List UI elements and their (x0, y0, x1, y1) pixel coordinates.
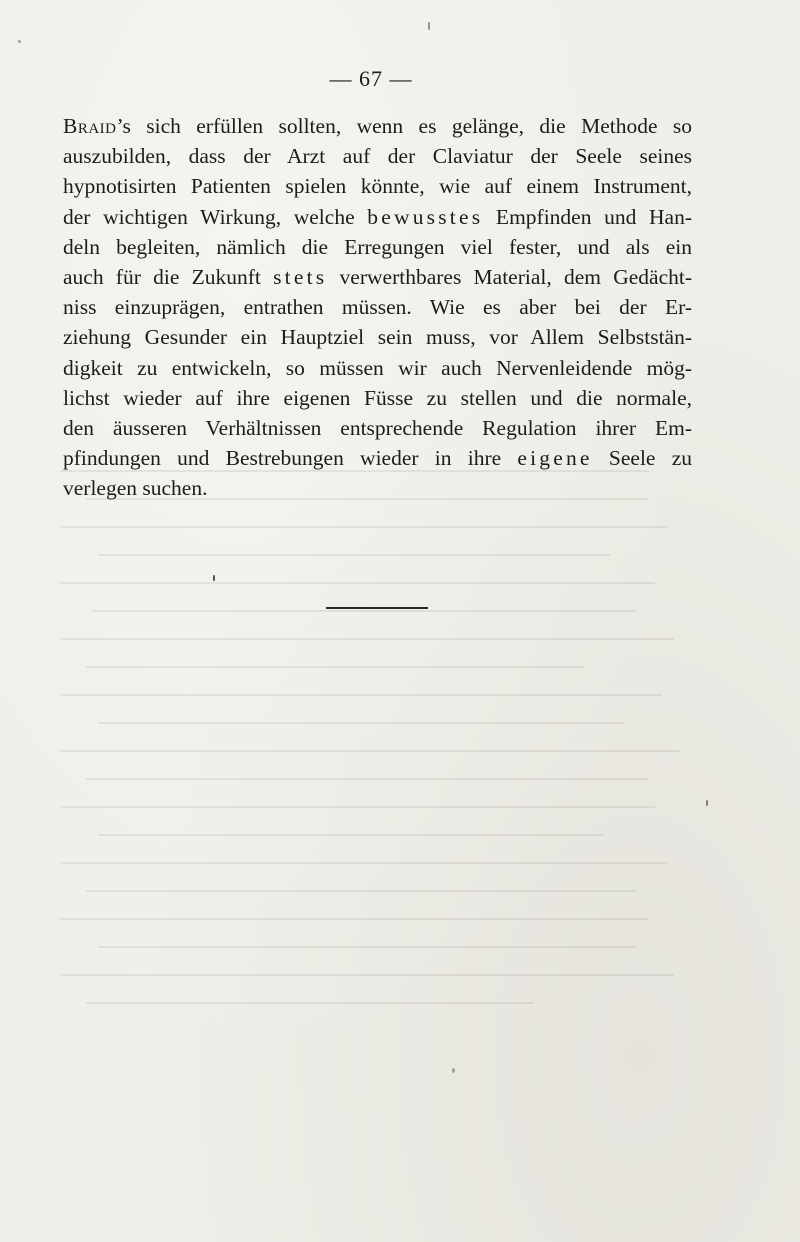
emphasis-spaced: stets (273, 265, 328, 290)
body-paragraph (63, 111, 692, 504)
bleed-through-texture (60, 470, 700, 1110)
emphasis-spaced: eigene (517, 446, 593, 471)
text-line: hypnotisirten Patienten spielen könnte, wie auf einem Instrument, (63, 174, 692, 199)
section-divider (326, 607, 428, 609)
paper-speck (213, 575, 215, 581)
text-line: pfindungen und Bestrebungen wieder in ihre eigene Seele zu (63, 446, 692, 471)
paper-speck (428, 22, 430, 30)
text-line: lichst wieder auf ihre eigenen Füsse zu stellen und die normale, (63, 385, 692, 410)
text-line: Braid’s sich erfüllen sollten, wenn es gelänge, die Methode so (63, 114, 692, 138)
text-line: digkeit zu entwickeln, so müssen wir auch Nervenleidende mög- (63, 355, 692, 380)
paper-speck (706, 800, 708, 806)
emphasis-spaced: bewusstes (367, 204, 484, 229)
text-line: deln begleiten, nämlich die Erregungen viel fester, und als ein (63, 234, 692, 259)
page-number: — 67 — (329, 66, 413, 91)
text-line: verlegen suchen. (63, 476, 208, 501)
text-line: auch für die Zukunft stets verwerthbares Material, dem Gedächt- (63, 265, 692, 290)
text-line: den äusseren Verhältnissen entsprechende Regulation ihrer Em- (63, 416, 692, 441)
text-line: auszubilden, dass der Arzt auf der Claviatur der Seele seines (63, 144, 692, 169)
paper-speck (452, 1068, 455, 1073)
text-line: ziehung Gesunder ein Hauptziel sein muss, vor Allem Selbststän- (63, 325, 692, 350)
text-line: der wichtigen Wirkung, welche bewusstes Empfinden und Han- (63, 204, 692, 229)
text-line: niss einzuprägen, entrathen müssen. Wie es aber bei der Er- (63, 295, 692, 320)
paper-speck (18, 40, 21, 43)
